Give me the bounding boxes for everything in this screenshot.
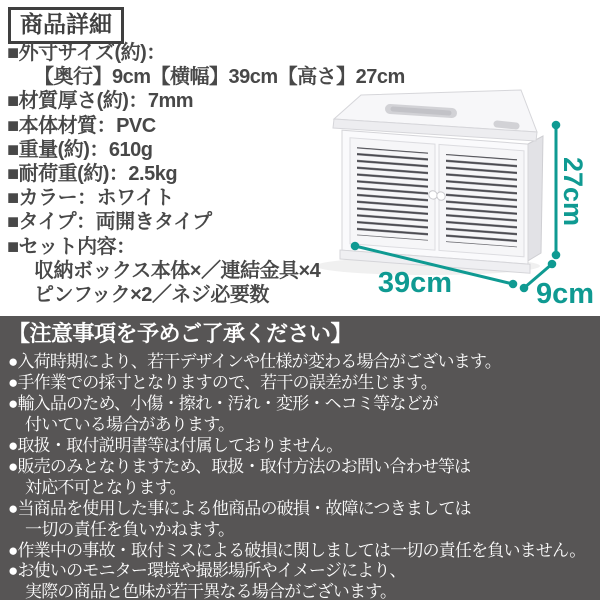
lid-slot-right bbox=[497, 124, 516, 126]
notice-item: ●作業中の事故・取付ミスによる破損に関しましては一切の責任を負いません。 bbox=[8, 540, 586, 560]
notice-item: ●輸入品のため、小傷・擦れ・汚れ・変形・ヘコミ等などが bbox=[8, 394, 438, 414]
notice-section bbox=[0, 316, 600, 600]
spec-weight: ■重量(約)：610g bbox=[7, 138, 153, 161]
notice-item-continuation: 付いている場合があります。 bbox=[25, 415, 235, 435]
dimension-dot bbox=[351, 242, 360, 251]
notice-item-continuation: 実際の商品と色味が若干異なる場合がございます。 bbox=[25, 582, 397, 600]
notice-item: ●販売のみとなりますため、取扱・取付方法のお問い合わせ等は bbox=[8, 456, 471, 476]
spec-body-material: ■本体材質：PVC bbox=[7, 114, 156, 137]
notice-item: ●当商品を使用した事による他商品の破損・故障につきましては bbox=[8, 498, 471, 518]
door-knob-right bbox=[437, 192, 445, 201]
spec-outer-size-label: ■外寸サイズ(約)： bbox=[7, 42, 166, 64]
spec-set-contents-2: ピンフック×2／ネジ必要数 bbox=[34, 284, 269, 307]
spec-set-contents-1: 収納ボックス本体×／連結金具×4 bbox=[34, 259, 321, 282]
dimension-dot bbox=[509, 280, 518, 289]
dimension-dot bbox=[520, 284, 529, 293]
page-title: 商品詳細 bbox=[8, 7, 124, 44]
spec-type: ■タイプ：両開きタイプ bbox=[7, 211, 212, 234]
notice-title: 【注意事項を予めご了承ください】 bbox=[8, 321, 353, 346]
notice-item-continuation: 対応不可となります。 bbox=[25, 477, 186, 497]
notice-item: ●お使いのモニター環境や撮影場所やイメージにより、 bbox=[8, 561, 406, 581]
dimension-dot bbox=[552, 251, 561, 260]
notice-item-continuation: 一切の責任を負いかねます。 bbox=[25, 519, 235, 539]
spec-material-thickness: ■材質厚さ(約)：7mm bbox=[7, 90, 194, 113]
notice-item: ●入荷時期により、若干デザインや仕様が変わる場合がございます。 bbox=[8, 352, 501, 372]
depth-dimension-label: 9cm bbox=[536, 278, 595, 310]
spec-load-capacity: ■耐荷重(約)：2.5kg bbox=[7, 163, 178, 186]
door-knob-left bbox=[429, 190, 437, 199]
notice-list bbox=[8, 352, 592, 600]
width-dimension-label: 39cm bbox=[377, 267, 453, 299]
spec-color: ■カラー：ホワイト bbox=[7, 187, 174, 210]
notice-item: ●手作業での採寸となりますので、若干の誤差が生じます。 bbox=[8, 373, 437, 393]
dimension-dot bbox=[552, 121, 561, 130]
cabinet-illustration bbox=[300, 85, 600, 315]
product-photo bbox=[300, 85, 600, 315]
louver-slats-left bbox=[357, 147, 428, 240]
louver-slats-right bbox=[446, 154, 517, 247]
dimension-dot bbox=[548, 260, 557, 269]
spec-outer-size-value: 【奥行】9cm【横幅】39cm【高さ】27cm bbox=[34, 66, 405, 89]
notice-item: ●取扱・取付説明書等は付属しておりません。 bbox=[8, 436, 343, 456]
cabinet-body bbox=[340, 130, 530, 273]
cabinet-side-face bbox=[526, 136, 543, 262]
height-dimension-label: 27cm bbox=[558, 157, 588, 227]
spec-set-contents-label: ■セット内容： bbox=[7, 235, 136, 258]
